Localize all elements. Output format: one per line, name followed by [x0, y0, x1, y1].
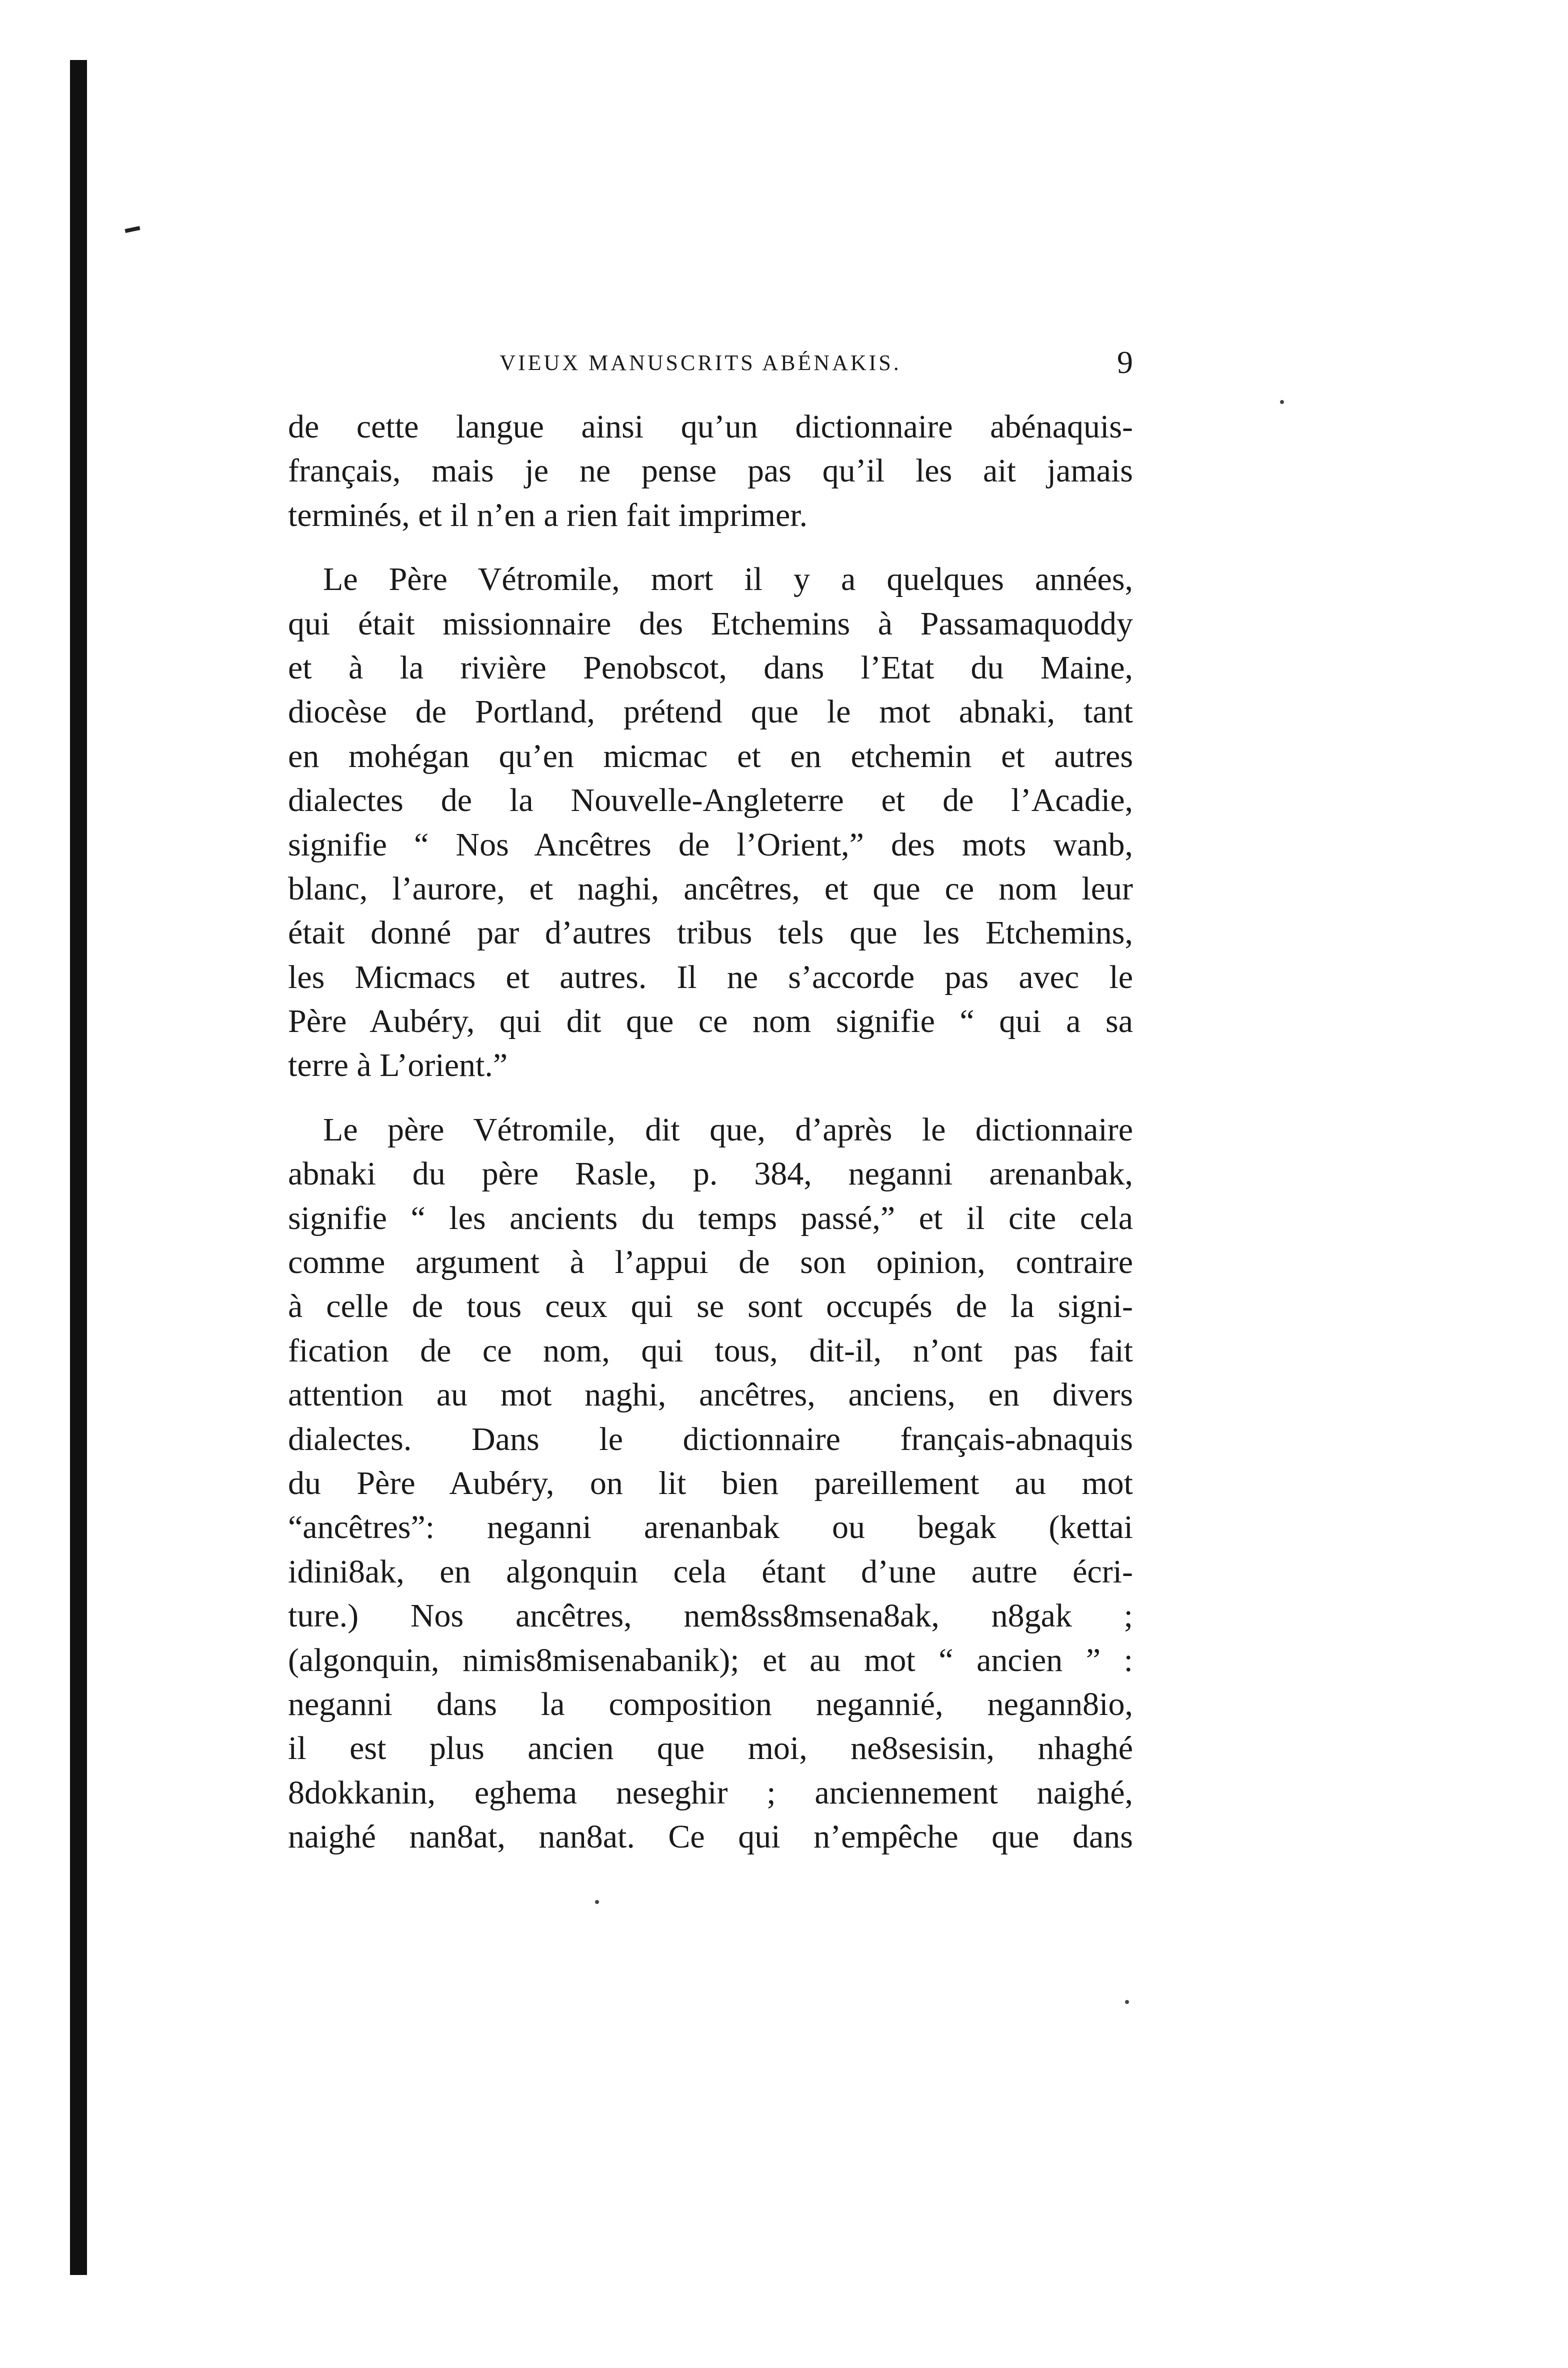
text-line: à celle de tous ceux qui se sont occupés de la signi-: [288, 1288, 1133, 1325]
text-line: en mohégan qu’en micmac et en etchemin et autres: [288, 738, 1133, 774]
text-line: français, mais je ne pense pas qu’il les ait jamais: [288, 452, 1133, 490]
text-line: il est plus ancien que moi, ne8sesisin, nhaghé: [288, 1730, 1133, 1767]
text-line: était donné par d’autres tribus tels que les Etchemins,: [288, 914, 1133, 952]
text-line: dialectes. Dans le dictionnaire français-abnaquis: [288, 1420, 1133, 1458]
text-line: (algonquin, nimis8misenabanik); et au mot “ ancien ” :: [288, 1642, 1133, 1678]
book-page: [288, 340, 1133, 1880]
paragraph-1: [288, 405, 1133, 538]
text-line: terminés, et il n’en a rien fait imprimer.: [288, 496, 808, 534]
page-number: 9: [1117, 344, 1133, 380]
text-line: diocèse de Portland, prétend que le mot abnaki, tant: [288, 694, 1133, 730]
scan-speck: [1280, 400, 1284, 404]
text-line: signifie “ les ancients du temps passé,” et il cite cela: [288, 1200, 1133, 1236]
running-header: [288, 340, 1133, 405]
text-line: ture.) Nos ancêtres, nem8ss8msena8ak, n8gak ;: [288, 1598, 1133, 1634]
text-line: attention au mot naghi, ancêtres, anciens, en divers: [288, 1376, 1133, 1414]
binding-edge: [70, 60, 87, 2275]
text-line: signifie “ Nos Ancêtres de l’Orient,” des mots wanb,: [288, 826, 1133, 863]
text-line: terre à L’orient.”: [288, 1047, 508, 1084]
text-line: naighé nan8at, nan8at. Ce qui n’empêche que dans: [288, 1818, 1133, 1856]
scan-speck: [595, 1900, 599, 1904]
paragraph-3: [288, 1108, 1133, 1860]
text-line: et à la rivière Penobscot, dans l’Etat du Maine,: [288, 649, 1133, 686]
text-line: 8dokkanin, eghema neseghir ; anciennement naighé,: [288, 1774, 1133, 1811]
text-line: Le père Vétromile, dit que, d’après le dictionnaire: [323, 1111, 1133, 1148]
text-line: abnaki du père Rasle, p. 384, neganni arenanbak,: [288, 1156, 1133, 1192]
paragraph-2: [288, 558, 1133, 1088]
scan-speck: [1125, 2000, 1129, 2004]
text-line: “ancêtres”: neganni arenanbak ou begak (kettai: [288, 1509, 1133, 1546]
text-line: Le Père Vétromile, mort il y a quelques années,: [323, 561, 1133, 598]
text-line: de cette langue ainsi qu’un dictionnaire abénaquis-: [288, 408, 1133, 445]
text-line: Père Aubéry, qui dit que ce nom signifie “ qui a sa: [288, 1003, 1133, 1040]
text-line: qui était missionnaire des Etchemins à Passamaquoddy: [288, 605, 1133, 642]
text-line: comme argument à l’appui de son opinion, contraire: [288, 1244, 1133, 1281]
text-line: dialectes de la Nouvelle-Angleterre et de l’Acadie,: [288, 782, 1133, 819]
text-line: blanc, l’aurore, et naghi, ancêtres, et que ce nom leur: [288, 870, 1133, 907]
running-title: VIEUX MANUSCRITS ABÉNAKIS.: [500, 350, 902, 375]
text-line: idini8ak, en algonquin cela étant d’une autre écri-: [288, 1553, 1133, 1590]
text-line: du Père Aubéry, on lit bien pareillement au mot: [288, 1464, 1133, 1502]
scan-mark: [124, 226, 140, 233]
text-line: neganni dans la composition negannié, negann8io,: [288, 1686, 1133, 1722]
text-line: les Micmacs et autres. Il ne s’accorde pas avec le: [288, 958, 1133, 996]
text-line: fication de ce nom, qui tous, dit-il, n’ont pas fait: [288, 1332, 1133, 1369]
